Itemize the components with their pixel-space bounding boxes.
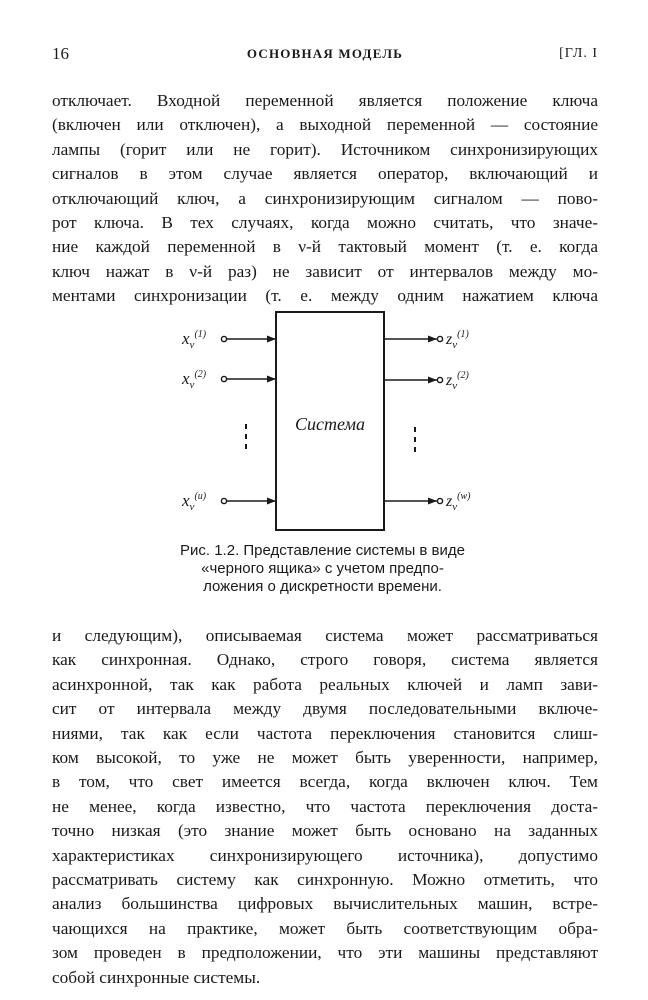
caption-line: «черного ящика» с учетом предпо- (201, 560, 444, 577)
output-label: $z_\nu^{(w)}$ (446, 491, 471, 513)
caption-line: ложения о дискретности времени. (203, 578, 442, 595)
input-label: $x_\nu^{(1)}$ (182, 329, 207, 351)
arrow-head (267, 336, 276, 343)
text-line: как синхронная. Однако, строго говоря, система является (52, 650, 598, 670)
input-label: $x_\nu^{(u)}$ (182, 491, 207, 513)
arrow-head (428, 498, 437, 505)
text-line: (включен или отключен), а выходной переменной — состояние (52, 115, 598, 135)
input-terminal (221, 498, 226, 503)
text-line: отключает. Входной переменной является положение ключа (52, 91, 598, 110)
chapter-reference: [ГЛ. I (559, 46, 598, 61)
text-line: ние каждой переменной в ν-й тактовый момент (т. е. когда (52, 237, 598, 257)
text-line: характеристиках синхронизирующего источника), допустимо (52, 845, 598, 865)
page-header (52, 44, 598, 74)
arrow-head (267, 376, 276, 383)
output-label: $z_\nu^{(2)}$ (446, 370, 469, 392)
output-terminal (437, 336, 442, 341)
output-terminal (437, 498, 442, 503)
text-line: собой синхронные системы. (52, 967, 261, 987)
text-line: лампы (горит или не горит). Источником синхронизирующих (52, 139, 598, 159)
arrow-head (428, 377, 437, 384)
text-line: не менее, когда известно, что частота переключения доста- (52, 796, 598, 816)
text-line: сигналов в этом случае является оператор, включающий и (52, 164, 598, 184)
text-line: анализ большинства цифровых вычислительных машин, встре- (52, 894, 598, 914)
system-box (276, 312, 384, 530)
input-label: $x_\nu^{(2)}$ (182, 369, 207, 391)
text-line: в том, что свет имеется всегда, когда включен ключ. Тем (52, 772, 598, 792)
arrow-head (267, 498, 276, 505)
text-line: рот ключа. В тех случаях, когда можно считать, что значе- (52, 213, 598, 233)
text-line: рассматривать систему как синхронную. Можно отметить, что (52, 870, 598, 890)
page-number: 16 (52, 44, 69, 63)
text-line: чающихся на практике, может быть соответствующим обра- (52, 918, 598, 938)
input-ellipsis (245, 424, 247, 449)
paragraph-bottom (52, 624, 598, 990)
output-ellipsis (414, 427, 416, 452)
text-line: ком высокой, то уже не может быть уверенности, например, (52, 748, 598, 768)
text-line: ментами синхронизации (т. е. между одним нажатием ключа (52, 286, 598, 306)
output-terminal (437, 377, 442, 382)
output-label: $z_\nu^{(1)}$ (446, 329, 469, 351)
arrow-head (428, 336, 437, 343)
text-line: асинхронной, так как работа реальных ключей и ламп зави- (52, 674, 598, 694)
text-line: зом проведен в предположении, что эти машины представляют (52, 943, 598, 963)
system-box-label: Система (294, 414, 366, 434)
text-line: ниями, так как если частота переключения становится слиш- (52, 723, 598, 743)
caption-line: Рис. 1.2. Представление системы в виде (180, 542, 465, 559)
text-line: отключающий ключ, а синхронизирующим сигналом — пово- (52, 188, 598, 208)
text-line: точно низкая (это знание может быть основано на заданных (52, 821, 598, 841)
figure-caption (150, 542, 495, 596)
text-line: и следующим), описываемая система может рассматриваться (52, 626, 598, 645)
input-terminal (221, 336, 226, 341)
text-line: ключ нажат в ν-й раз) не зависит от интервалов между мо- (52, 261, 598, 281)
text-line: сит от интервала между двумя последовательными включе- (52, 699, 598, 719)
paragraph-top (52, 89, 598, 309)
running-title: ОСНОВНАЯ МОДЕЛЬ (246, 46, 404, 61)
input-terminal (221, 376, 226, 381)
